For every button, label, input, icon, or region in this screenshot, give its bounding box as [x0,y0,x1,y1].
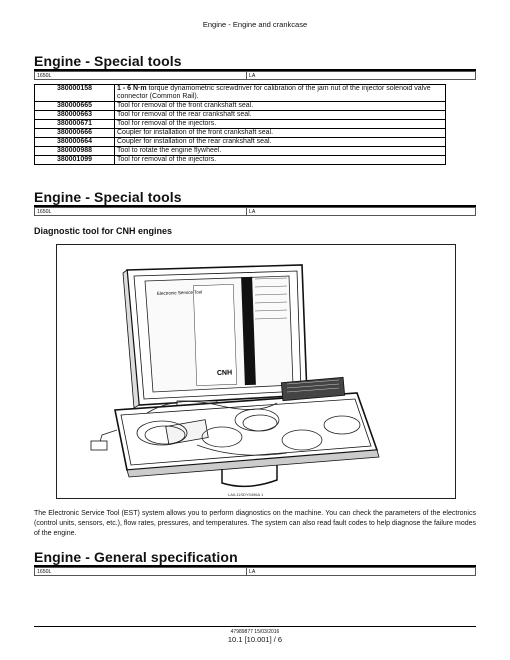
tool-description: Tool for removal of the injectors. [115,120,446,129]
footer-rule [34,626,476,627]
tool-description: Tool for removal of the front crankshaft seal. [115,102,446,111]
table-row [35,102,446,111]
section-title-special-tools-2: Engine - Special tools [34,189,182,205]
tool-description: Tool for removal of the injectors. [115,156,446,165]
applicability-bar [34,567,476,576]
model-label: 1650L [37,569,52,575]
table-row [35,147,446,156]
bar-divider [246,208,247,215]
est-kit-illustration [57,245,455,498]
section-title-special-tools: Engine - Special tools [34,53,182,69]
cnh-logo-text: CNH [216,369,233,377]
figure-frame [56,244,456,499]
part-number: 380001099 [35,156,115,165]
table-row [35,111,446,120]
bar-divider [246,72,247,79]
tool-description: Tool to rotate the engine flywheel. [115,147,446,156]
part-number: 380000988 [35,147,115,156]
manual-title-text: Electronic Service Tool [156,289,203,296]
table-row [35,156,446,165]
part-number: 380000158 [35,85,115,102]
bar-divider [246,568,247,575]
applicability-bar [34,71,476,80]
table-row [35,138,446,147]
part-number: 380000664 [35,138,115,147]
document-reference: 47989877 15/03/2016 [230,629,280,635]
applicability-bar [34,207,476,216]
tool-description: 1 - 6 N·m torque dynamometric screwdriver for calibration of the jam nut of the injector solenoid valve connector (Common Rail). [115,85,446,102]
part-number: 380000663 [35,111,115,120]
category-label: LA [249,209,256,215]
special-tools-table [34,84,446,165]
diagnostic-tool-heading: Diagnostic tool for CNH engines [34,226,173,236]
running-header: Engine - Engine and crankcase [202,20,308,29]
section-title-general-spec: Engine - General specification [34,549,238,565]
table-row [35,129,446,138]
category-label: LA [249,569,256,575]
part-number: 380000665 [35,102,115,111]
part-number: 380000666 [35,129,115,138]
model-label: 1650L [37,209,52,215]
est-description: The Electronic Service Tool (EST) system allows you to perform diagnostics on the machine. You can check the parameters of the electronics (control units, sensors, etc.), flow rates, pressures, and temperatures. The system can also read fault codes to help diagnose the failure modes of the engine. [34,510,476,537]
page-number: 10.1 [10.001] / 6 [227,635,283,644]
part-number: 380000671 [35,120,115,129]
torque-range: 1 - 6 N·m [117,85,147,92]
figure-caption: LAIL11SDY0496A 1 [228,492,264,497]
model-label: 1650L [37,73,52,79]
tool-description: Tool for removal of the rear crankshaft seal. [115,111,446,120]
table-row [35,120,446,129]
tool-description: Coupler for installation of the front crankshaft seal. [115,129,446,138]
tool-description: Coupler for installation of the rear crankshaft seal. [115,138,446,147]
category-label: LA [249,73,256,79]
table-row [35,85,446,102]
